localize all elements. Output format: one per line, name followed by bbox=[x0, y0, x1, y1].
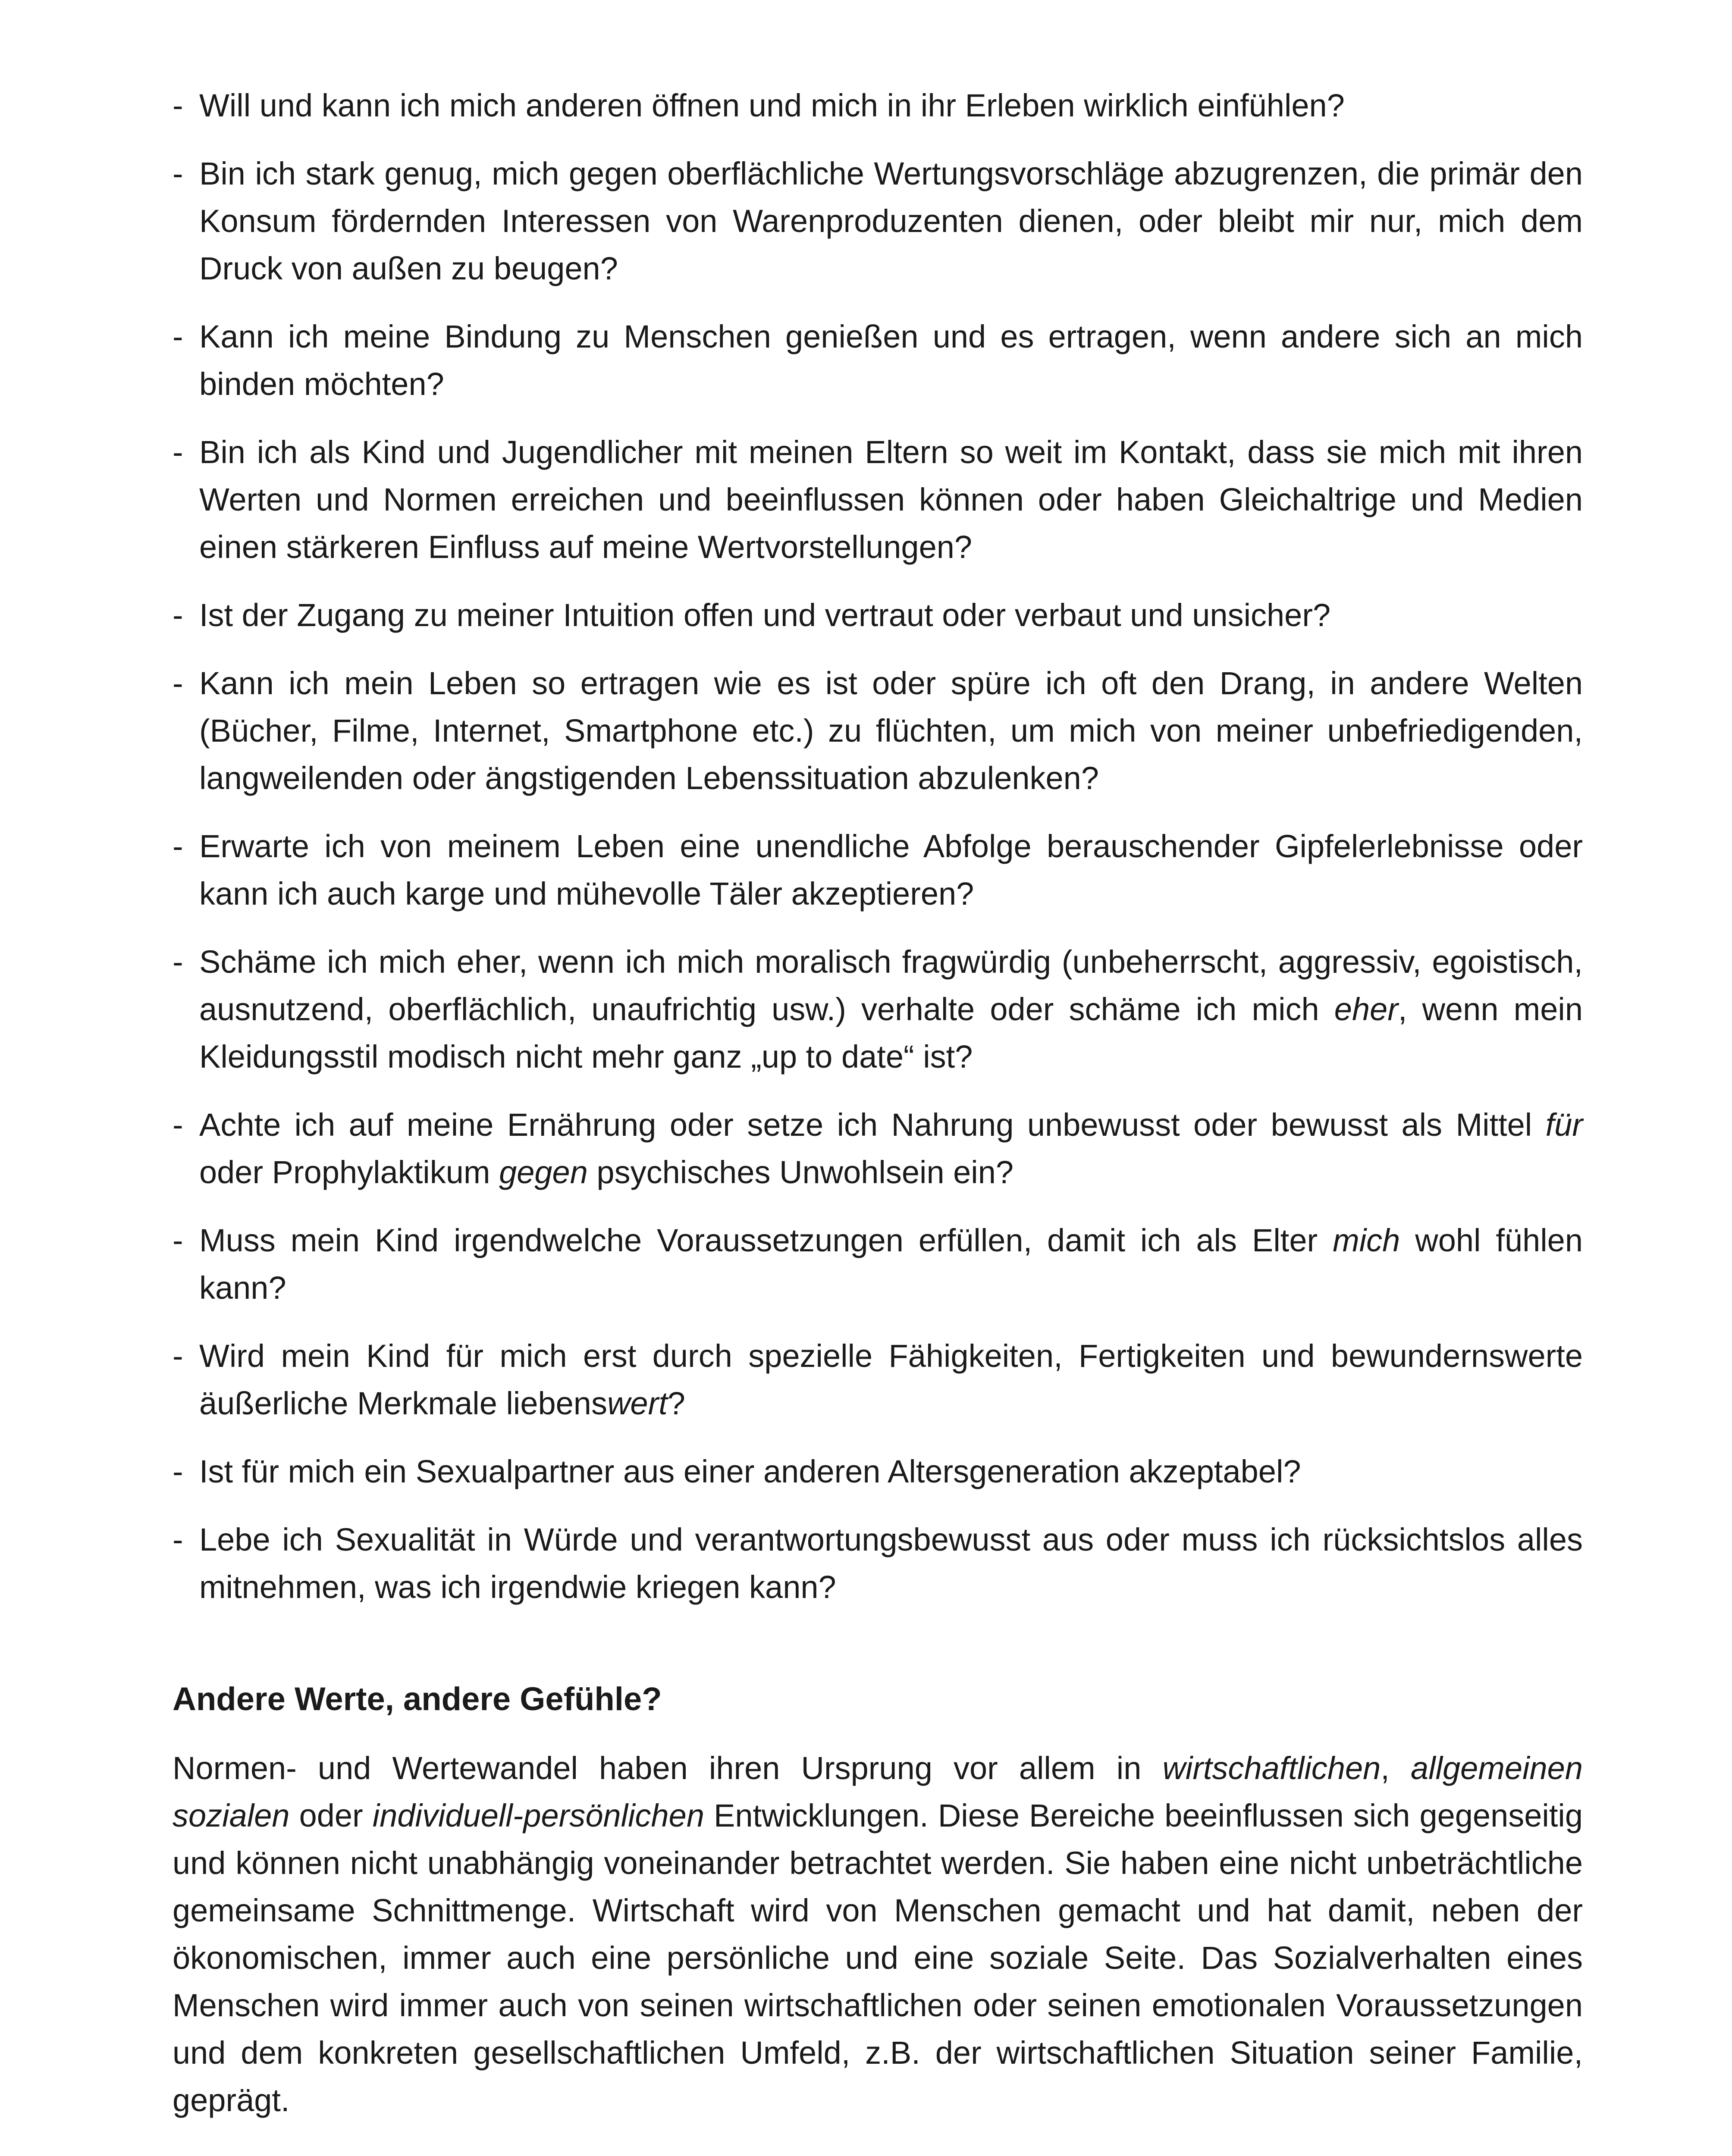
question-text: wohl fühlen kann? bbox=[199, 1222, 1583, 1306]
paragraph-text: oder bbox=[289, 1798, 373, 1833]
question-text: Bin ich stark genug, mich gegen oberflächliche Wertungsvorschläge abzugrenzen, die primär den Konsum fördernden Interessen von Warenproduzenten dienen, oder bleibt mir nur, mich dem Druck von außen zu beugen? bbox=[199, 156, 1583, 286]
emphasis-text: eher bbox=[1334, 991, 1398, 1027]
emphasis-text: gegen bbox=[499, 1154, 588, 1190]
question-text: psychisches Unwohlsein ein? bbox=[587, 1154, 1014, 1190]
paragraph-text: Normen- und Wertewandel haben ihren Ursprung vor allem in bbox=[173, 1750, 1163, 1786]
body-paragraph bbox=[173, 1745, 1583, 2124]
emphasis-text: mich bbox=[1333, 1222, 1400, 1258]
question-text: Lebe ich Sexualität in Würde und verantwortungsbewusst aus oder muss ich rücksichtslos alles mitnehmen, was ich irgendwie kriegen kann? bbox=[199, 1522, 1583, 1605]
question-text: Will und kann ich mich anderen öffnen und mich in ihr Erleben wirklich einfühlen? bbox=[199, 88, 1345, 123]
question-item bbox=[173, 82, 1583, 129]
paragraph-text: , bbox=[1381, 1750, 1411, 1786]
question-item bbox=[173, 1516, 1583, 1611]
question-item bbox=[173, 1217, 1583, 1312]
question-text: Achte ich auf meine Ernährung oder setze ich Nahrung unbewusst oder bewusst als Mittel bbox=[199, 1107, 1546, 1143]
question-text: ? bbox=[667, 1385, 685, 1421]
list-dash: - bbox=[173, 1222, 183, 1258]
question-text: Bin ich als Kind und Jugendlicher mit meinen Eltern so weit im Kontakt, dass sie mich mit ihren Werten und Normen erreichen und beeinflussen können oder haben Gleichaltrige und Medien einen stärkeren Einfluss auf meine Wertvorstellungen? bbox=[199, 434, 1583, 565]
question-item bbox=[173, 1101, 1583, 1196]
paragraph-text: Entwicklungen. Diese Bereiche beeinflussen sich gegenseitig und können nicht unabhängig voneinander betrachtet werden. Sie haben eine nicht unbeträchtliche gemeinsame Schnittmenge. Wirtschaft wird von Menschen gemacht und hat damit, neben der ökonomischen, immer auch eine persönliche und eine soziale Seite. Das Sozialverhalten eines Menschen wird immer auch von seinen wirtschaftlichen oder seinen emotionalen Voraussetzungen und dem konkreten gesellschaftlichen Umfeld, z.B. der wirtschaftlichen Situation seiner Familie, geprägt. bbox=[173, 1798, 1583, 2118]
question-text: Erwarte ich von meinem Leben eine unendliche Abfolge berauschender Gipfelerlebnisse oder kann ich auch karge und mühevolle Täler akzeptieren? bbox=[199, 828, 1583, 912]
question-item bbox=[173, 938, 1583, 1081]
section-heading: Andere Werte, andere Gefühle? bbox=[173, 1681, 662, 1717]
list-dash: - bbox=[173, 319, 183, 354]
question-item bbox=[173, 592, 1583, 639]
list-dash: - bbox=[173, 1107, 183, 1143]
list-dash: - bbox=[173, 434, 183, 470]
question-text: Schäme ich mich eher, wenn ich mich moralisch fragwürdig (unbeherrscht, aggressiv, egoistisch, ausnutzend, oberflächlich, unaufrichtig usw.) verhalte oder schäme ich mich bbox=[199, 944, 1583, 1027]
list-dash: - bbox=[173, 1454, 183, 1489]
question-text: oder Prophylaktikum bbox=[199, 1154, 499, 1190]
list-dash: - bbox=[173, 597, 183, 633]
question-item bbox=[173, 823, 1583, 918]
list-dash: - bbox=[173, 1522, 183, 1557]
question-item bbox=[173, 660, 1583, 802]
emphasis-text: wert bbox=[607, 1385, 668, 1421]
emphasis-text: wirtschaftlichen bbox=[1162, 1750, 1381, 1786]
question-text: , wenn mein Kleidungsstil modisch nicht mehr ganz „up to date“ ist? bbox=[199, 991, 1583, 1075]
question-text: Ist der Zugang zu meiner Intuition offen und vertraut oder verbaut und unsicher? bbox=[199, 597, 1331, 633]
question-item bbox=[173, 1448, 1583, 1495]
question-text: Muss mein Kind irgendwelche Voraussetzungen erfüllen, damit ich als Elter bbox=[199, 1222, 1333, 1258]
list-dash: - bbox=[173, 665, 183, 701]
question-text: Wird mein Kind für mich erst durch spezielle Fähigkeiten, Fertigkeiten und bewundernswerte äußerliche Merkmale liebens bbox=[199, 1338, 1583, 1421]
question-item bbox=[173, 313, 1583, 408]
list-dash: - bbox=[173, 944, 183, 980]
question-item bbox=[173, 150, 1583, 292]
question-text: Kann ich meine Bindung zu Menschen genießen und es ertragen, wenn andere sich an mich binden möchten? bbox=[199, 319, 1583, 402]
question-item bbox=[173, 1332, 1583, 1427]
emphasis-text: individuell-persönlichen bbox=[372, 1798, 704, 1833]
question-text: Kann ich mein Leben so ertragen wie es ist oder spüre ich oft den Drang, in andere Welten (Bücher, Filme, Internet, Smartphone etc.) zu flüchten, um mich von meiner unbefriedigenden, langweilenden oder ängstigenden Lebenssituation abzulenken? bbox=[199, 665, 1583, 796]
list-dash: - bbox=[173, 156, 183, 191]
question-list bbox=[173, 82, 1583, 1611]
list-dash: - bbox=[173, 828, 183, 864]
question-text: Ist für mich ein Sexualpartner aus einer anderen Altersgeneration akzeptabel? bbox=[199, 1454, 1301, 1489]
list-dash: - bbox=[173, 88, 183, 123]
emphasis-text: für bbox=[1545, 1107, 1583, 1143]
page-content bbox=[173, 82, 1583, 2124]
emphasis-text: allgemeinen sozialen bbox=[173, 1750, 1583, 1833]
list-dash: - bbox=[173, 1338, 183, 1374]
question-item bbox=[173, 429, 1583, 571]
